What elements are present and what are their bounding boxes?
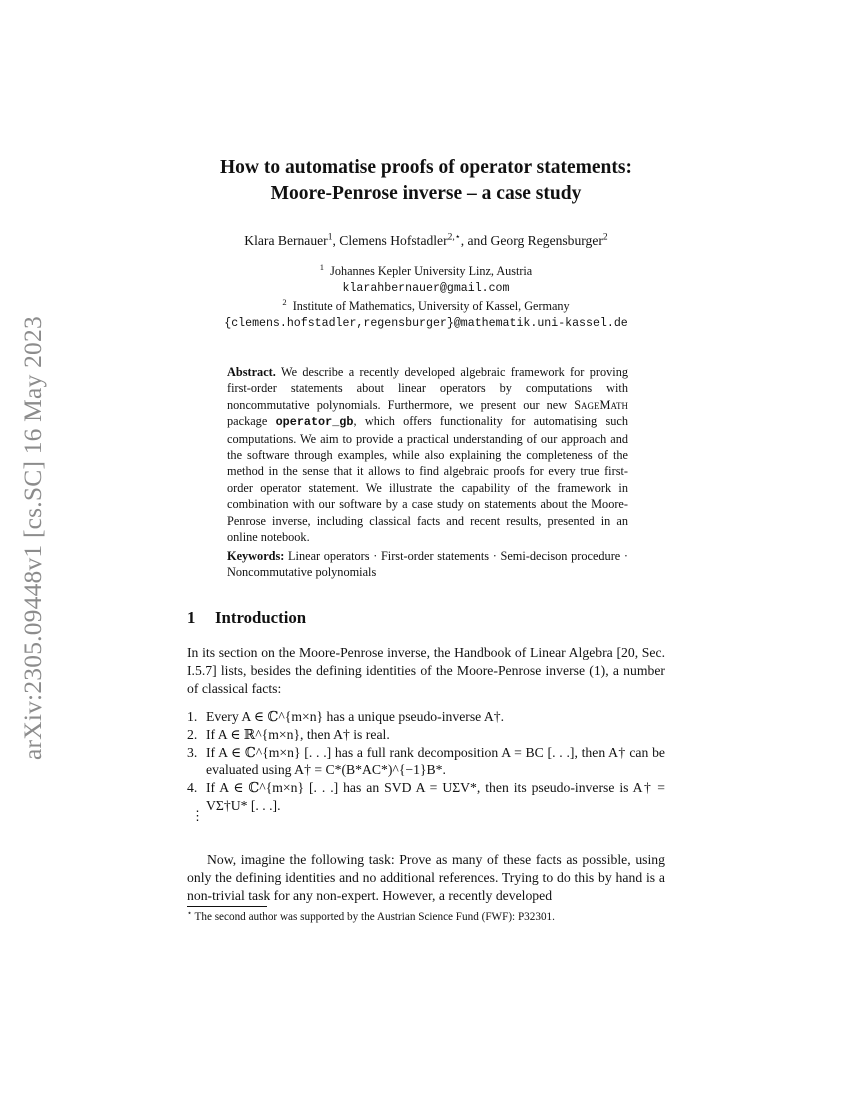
abstract-label: Abstract. [227, 365, 276, 379]
keywords [227, 548, 628, 581]
list-item-text: If A ∈ ℂ^{m×n} [. . .] has an SVD A = UΣV*, then its pseudo-inverse is A† = VΣ†U* [. . .]. [206, 780, 665, 813]
author-name: and Georg Regensburger [467, 233, 603, 248]
section-number: 1 [187, 608, 196, 627]
section-heading [187, 608, 306, 628]
list-item-number: 4. [187, 780, 198, 796]
affiliation-2 [187, 298, 665, 315]
arxiv-identifier: arXiv:2305.09448v1 [cs.SC] 16 May 2023 [18, 316, 47, 760]
intro-paragraph-1: In its section on the Moore-Penrose inverse, the Handbook of Linear Algebra [20, Sec. I.5.7] lists, besides the defining identities of the Moore-Penrose inverse (1), a number of classical facts: [187, 645, 665, 696]
package-name: operator_gb [275, 415, 354, 430]
email-2: {clemens.hofstadler,regensburger}@mathematik.uni-kassel.de [224, 317, 628, 331]
paper-title [187, 155, 665, 207]
list-item-text: If A ∈ ℂ^{m×n} [. . .] has a full rank decomposition A = BC [. . .], then A† can be evaluated using A† = C*(B*AC*)^{−1}B*. [206, 744, 665, 778]
sagemath-name: SageMath [574, 397, 628, 412]
section-title: Introduction [215, 608, 307, 627]
footnote [187, 910, 665, 924]
facts-list [187, 708, 665, 815]
vertical-ellipsis: ⋮ [191, 808, 204, 823]
title-line-2: Moore-Penrose inverse – a case study [270, 183, 582, 204]
abstract-text-1: We describe a recently developed algebraic framework for proving first-order statements about linear operators by computations with noncommutative polynomials. Furthermore, we present our new [227, 365, 629, 412]
author-name: Klara Bernauer [244, 233, 328, 248]
keywords-label: Keywords: [227, 549, 285, 563]
list-item-number: 2. [187, 726, 198, 742]
list-item [187, 708, 665, 726]
author-affil-mark: 2 [602, 232, 608, 243]
author-list: Klara Bernauer$^1$, Clemens Hofstadler$^{2,⋆}$, and Georg Regensburger$^2$ [244, 232, 608, 248]
author-affil-mark: 1 [327, 232, 333, 243]
abstract [227, 364, 628, 545]
author-name: Clemens Hofstadler [339, 233, 448, 248]
affiliation-1 [187, 263, 665, 280]
affil-text: Johannes Kepler University Linz, Austria [330, 264, 533, 278]
affil-text: Institute of Mathematics, University of Kassel, Germany [292, 298, 570, 313]
list-item-number: 1. [187, 709, 198, 724]
list-item-text: If A ∈ ℝ^{m×n}, then A† is real. [206, 726, 390, 742]
footnote-text: The second author was supported by the Austrian Science Fund (FWF): P32301. [194, 911, 555, 923]
author-affil-mark: 2,⋆ [447, 232, 461, 243]
list-item-number: 3. [187, 744, 198, 760]
email-1: klarahbernauer@gmail.com [342, 282, 510, 296]
list-item-text: Every A ∈ ℂ^{m×n} has a unique pseudo-inverse A†. [206, 709, 505, 724]
intro-paragraph-2: Now, imagine the following task: Prove as many of these facts as possible, using only the defining identities and no additional references. Trying to do this by hand is a non-trivial task for any non-expert. However, a recently developed [187, 852, 665, 903]
affil-mark: 2 [282, 296, 287, 307]
keywords-text: Linear operators · First-order statements · Semi-decison procedure · Noncommutative polynomials [227, 549, 628, 580]
abstract-text-2: package [227, 414, 268, 429]
title-line-1: How to automatise proofs of operator statements: [220, 157, 632, 178]
list-item [187, 744, 665, 780]
footnote-rule [187, 906, 267, 907]
affiliations [187, 263, 665, 333]
list-item [187, 726, 665, 744]
footnote-mark: ⋆ [187, 908, 192, 918]
abstract-text-3: , which offers functionality for automatising such computations. We aim to provide a practical understanding of our approach and the software through examples, while also explaining the completeness of the method in the sense that it allows to find algebraic proofs for every true first-order operator statement. We illustrate the capability of the framework in combination with our software by a case study on statements about the Moore-Penrose inverse, including classical facts and recent results, presented in an online notebook. [227, 414, 628, 545]
affil-mark: 1 [319, 261, 325, 272]
list-item [187, 779, 665, 815]
